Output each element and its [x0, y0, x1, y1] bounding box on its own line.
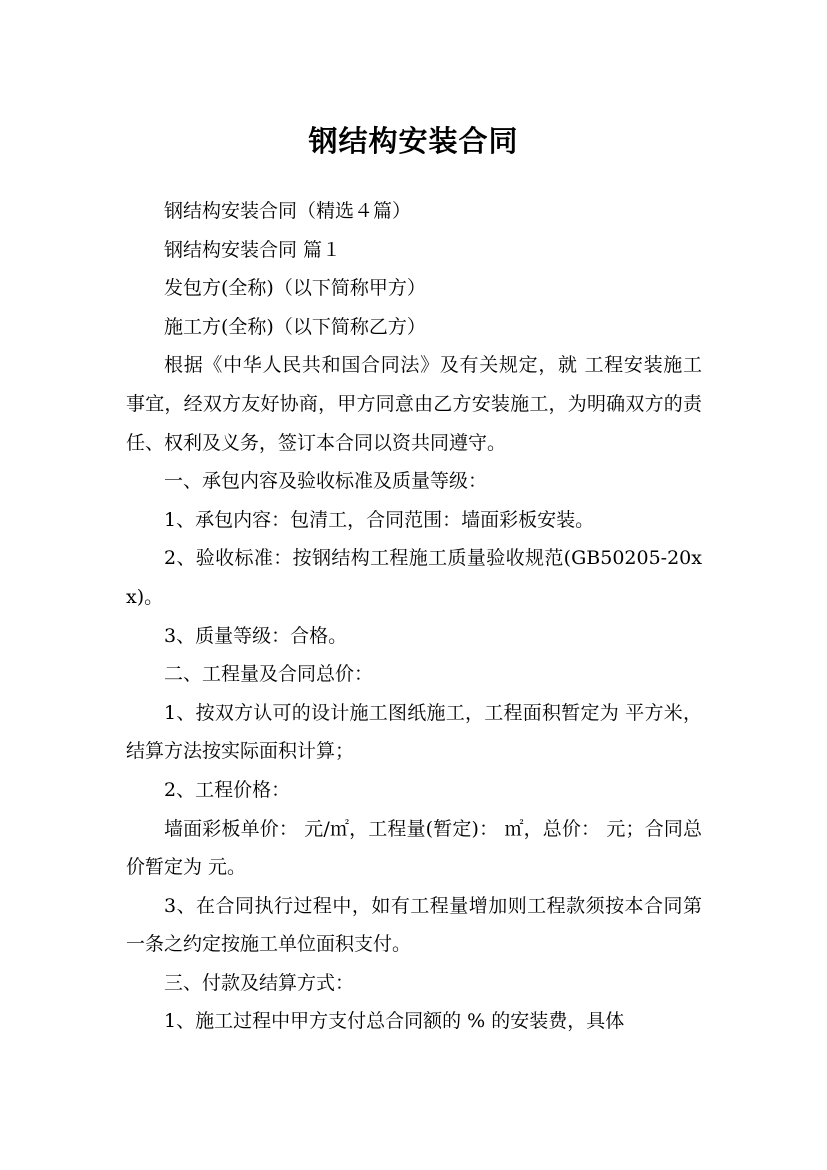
paragraph-party-b: 施工方(全称)（以下简称乙方） [164, 315, 426, 338]
paragraph-clause-2-heading: 二、工程量及合同总价： [164, 663, 374, 686]
paragraph-subtitle: 钢结构安装合同（精选４篇） [164, 200, 412, 222]
paragraph-clause-3-heading: 三、付款及结算方式： [164, 971, 355, 994]
paragraph-clause-1-2: 2、验收标准：按钢结构工程施工质量验收规范(GB50205-20xx)。 [126, 547, 702, 608]
paragraph-clause-2-1: 1、按双方认可的设计施工图纸施工，工程面积暂定为 平方米，结算方法按实际面积计算； [126, 701, 702, 763]
paragraph-clause-1-3: 3、质量等级：合格。 [164, 624, 348, 647]
paragraph-clause-1-1: 1、承包内容：包清工，合同范围：墙面彩板安装。 [164, 508, 595, 531]
paragraph-clause-2-2-price: 墙面彩板单价： 元/㎡，工程量(暂定)： ㎡，总价： 元；合同总价暂定为 元。 [126, 817, 702, 879]
document-title: 钢结构安装合同 [308, 124, 519, 159]
paragraph-clause-2-3: 3、在合同执行过程中，如有工程量增加则工程款须按本合同第一条之约定按施工单位面积支付。 [126, 894, 702, 956]
paragraph-section-heading: 钢结构安装合同 篇１ [164, 238, 342, 261]
paragraph-clause-2-2: 2、工程价格： [164, 778, 291, 801]
paragraph-party-a: 发包方(全称)（以下简称甲方） [164, 277, 426, 300]
document-body [126, 192, 702, 1041]
paragraph-clause-1-heading: 一、承包内容及验收标准及质量等级： [164, 470, 488, 493]
paragraph-preamble: 根据《中华人民共和国合同法》及有关规定，就 工程安装施工事宜，经双方友好协商，甲方同意由乙方安装施工，为明确双方的责任、权利及义务，签订本合同以资共同遵守。 [126, 354, 702, 454]
paragraph-clause-3-1: 1、施工过程中甲方支付总合同额的 % 的安装费，具体 [164, 1010, 625, 1033]
